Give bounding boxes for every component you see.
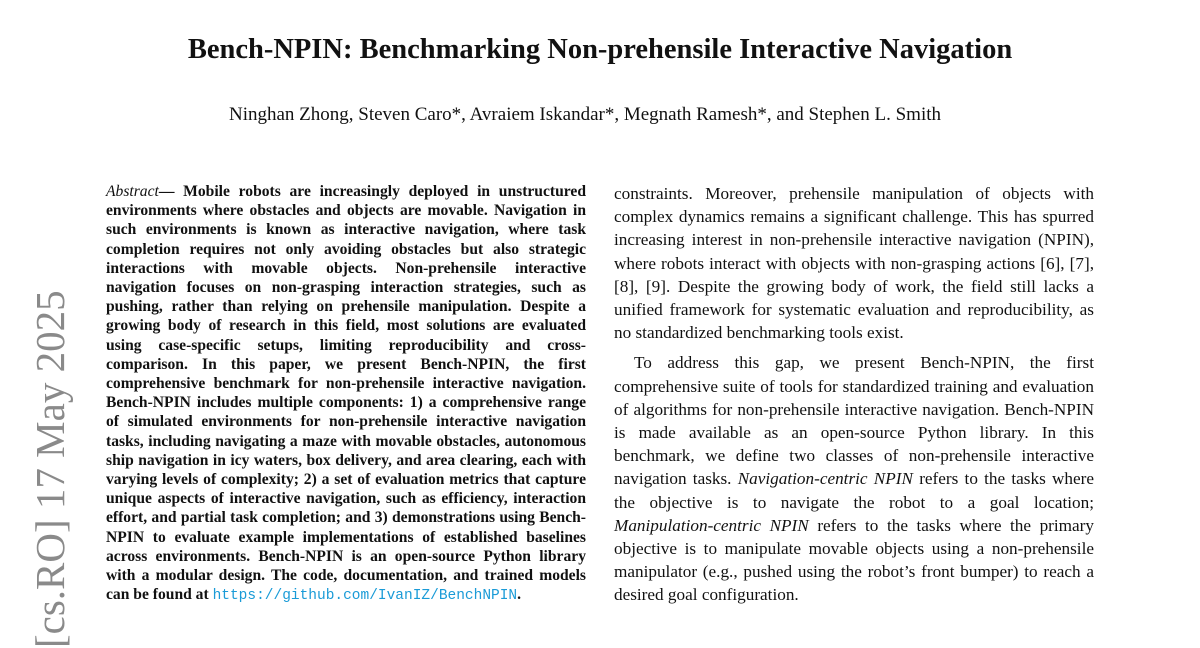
p2-emphasis-navigation: Navigation-centric NPIN [737,469,913,489]
paper-title: Bench-NPIN: Benchmarking Non-prehensile Interactive Navigation [187,34,1013,65]
p2-emphasis-manipulation: Manipulation-centric NPIN [614,515,809,535]
p2-text-c: refers to the tasks where the primary objective is to manipulate movable objects using a non-prehensile manipulator (e.g., pushed using the robot’s front bumper) to reach a desired goal configuration. [614,515,1094,605]
author-list: Ninghan Zhong, Steven Caro*, Avraiem Iskandar*, Megnath Ramesh*, and Stephen L. Smith [228,104,942,125]
p2-text-b: refers to the tasks where the objective is to navigate the robot to a goal location; [614,469,1094,512]
abstract-body: Mobile robots are increasingly deployed in unstructured environments where obstacles and objects are movable. Navigation in such environments is known as interactive navigation, where task completion requires not only avoiding obstacles but also strategic interactions with movable objects. Non-prehensile interactive navigation focuses on non-grasping interaction strategies, such as pushing, rather than relying on prehensile manipulation. Despite a growing body of research in this field, most solutions are evaluated using case-specific setups, limiting reproducibility and cross-comparison. In this paper, we present Bench-NPIN, the first comprehensive benchmark for non-prehensile interactive navigation. Bench-NPIN includes multiple components: 1) a comprehensive range of simulated environments for non-prehensile interactive navigation tasks, including navigating a maze with movable obstacles, autonomous ship navigation in icy waters, box delivery, and area clearing, each with varying levels of complexity; 2) a set of evaluation metrics that capture unique aspects of interactive navigation, such as efficiency, interaction effort, and partial task completion; and 3) demonstrations using Bench-NPIN to evaluate example implementations of established baselines across environments. Bench-NPIN is an open-source Python library with a modular design. The code, documentation, and trained models can be found at [106,183,587,604]
github-link[interactable]: https://github.com/IvanIZ/BenchNPIN [212,588,518,605]
intro-paragraph-2 [614,351,1094,606]
abstract-end: . [517,586,522,604]
intro-column [614,182,1094,607]
abstract-label: Abstract [106,183,159,200]
intro-paragraph-1: constraints. Moreover, prehensile manipulation of objects with complex dynamics remains a significant challenge. This has spurred increasing interest in non-prehensile interactive navigation (NPIN), where robots interact with objects with non-grasping actions [6], [7], [8], [9]. Despite the growing body of work, the field still lacks a unified framework for systematic evaluation and reproducibility, as no standardized benchmarking tools exist. [614,184,1094,343]
abstract-dash: — [158,183,184,200]
arxiv-side-stamp: [cs.RO] 17 May 2025 [27,290,73,648]
p2-text-a: To address this gap, we present Bench-NPIN, the first comprehensive suite of tools for standardized training and evaluation of algorithms for non-prehensile interactive navigation. Bench-NPIN is made available as an open-source Python library. In this benchmark, we define two classes of non-prehensile interactive navigation tasks. [614,353,1094,489]
abstract-column [106,182,586,606]
